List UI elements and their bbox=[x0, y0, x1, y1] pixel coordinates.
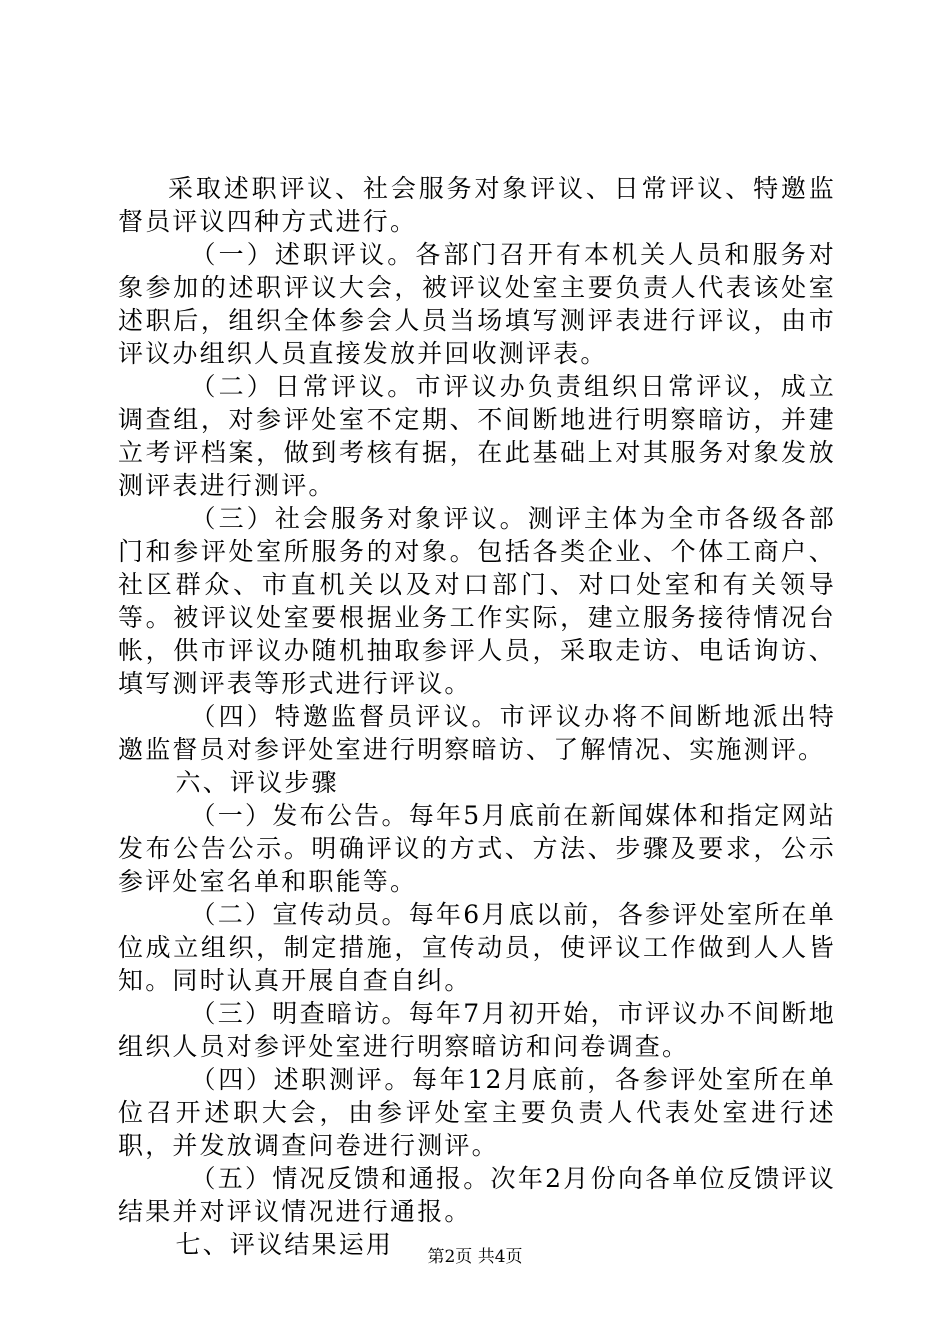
section-heading-results: 七、评议结果运用 bbox=[175, 1230, 394, 1259]
page-number-footer: 第2页 共4页 bbox=[427, 1247, 523, 1267]
section-heading-steps: 六、评议步骤 bbox=[175, 768, 339, 797]
document-body bbox=[118, 172, 836, 1261]
paragraph-step-feedback: （五）情况反馈和通报。次年2月份向各单位反馈评议结果并对评议情况进行通报。 bbox=[118, 1164, 836, 1226]
paragraph-step-inspection: （三）明查暗访。每年7月初开始，市评议办不间断地组织人员对参评处室进行明察暗访和问卷调查。 bbox=[118, 999, 836, 1061]
paragraph-step-assessment: （四）述职测评。每年12月底前，各参评处室所在单位召开述职大会，由参评处室主要负责人代表处室进行述职，并发放调查问卷进行测评。 bbox=[118, 1065, 836, 1160]
paragraph-evaluation-methods: 采取述职评议、社会服务对象评议、日常评议、特邀监督员评议四种方式进行。 bbox=[118, 174, 836, 236]
paragraph-step-announcement: （一）发布公告。每年5月底前在新闻媒体和指定网站发布公告公示。明确评议的方式、方法、步骤及要求，公示参评处室名单和职能等。 bbox=[118, 801, 836, 896]
paragraph-service-object-review: （三）社会服务对象评议。测评主体为全市各级各部门和参评处室所服务的对象。包括各类企业、个体工商户、社区群众、市直机关以及对口部门、对口处室和有关领导等。被评议处室要根据业务工作实际，建立服务接待情况台帐，供市评议办随机抽取参评人员，采取走访、电话询访、填写测评表等形式进行评议。 bbox=[118, 504, 836, 698]
paragraph-daily-review: （二）日常评议。市评议办负责组织日常评议，成立调查组，对参评处室不定期、不间断地进行明察暗访，并建立考评档案，做到考核有据，在此基础上对其服务对象发放测评表进行测评。 bbox=[118, 372, 836, 500]
paragraph-step-mobilization: （二）宣传动员。每年6月底以前，各参评处室所在单位成立组织，制定措施，宣传动员，使评议工作做到人人皆知。同时认真开展自查自纠。 bbox=[118, 900, 836, 995]
paragraph-supervisor-review: （四）特邀监督员评议。市评议办将不间断地派出特邀监督员对参评处室进行明察暗访、了解情况、实施测评。 bbox=[118, 702, 836, 764]
paragraph-duty-report-review: （一）述职评议。各部门召开有本机关人员和服务对象参加的述职评议大会，被评议处室主要负责人代表该处室述职后，组织全体参会人员当场填写测评表进行评议，由市评议办组织人员直接发放并回收测评表。 bbox=[118, 240, 836, 368]
